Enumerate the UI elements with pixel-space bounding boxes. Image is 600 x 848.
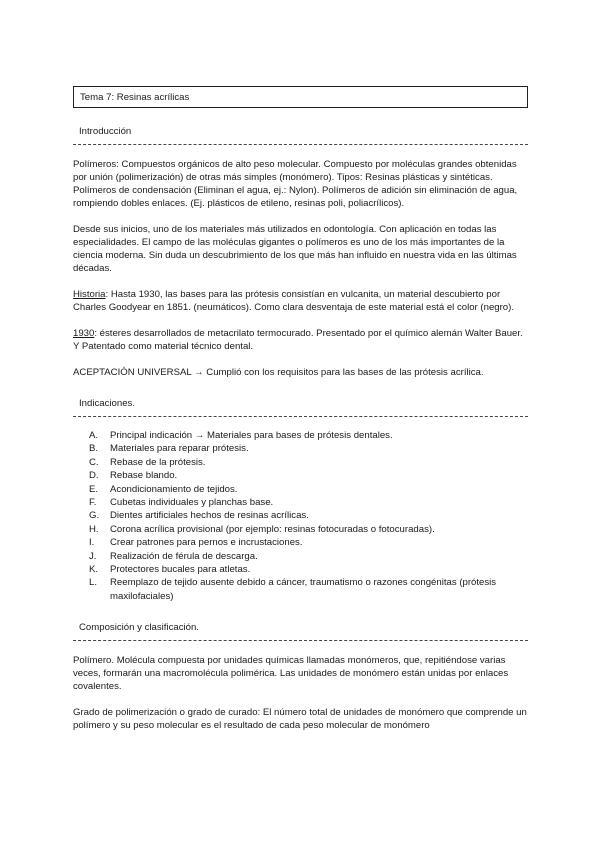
- list-item: K. Protectores bucales para atletas.: [89, 564, 251, 576]
- paragraph-1930: [73, 327, 528, 353]
- document-title: [73, 86, 528, 108]
- paragraph-grado: Grado de polimerización o grado de curado: El número total de unidades de monómero que comprende un polímero y su peso molecular es el resultado de cada peso molecular de monómero: [73, 707, 527, 732]
- list-item: A. Principal indicación → Materiales para bases de prótesis dentales.: [89, 430, 393, 441]
- section-heading-intro: [73, 125, 528, 145]
- section-heading-composition: [73, 621, 528, 641]
- title-text: Tema 7: Resinas acrílicas: [80, 91, 190, 103]
- heading-text: Indicaciones.: [79, 398, 135, 409]
- indications-list: [73, 429, 528, 603]
- list-item: L. Reemplazo de tejido ausente debido a cáncer, traumatismo o razones congénitas (prótesis maxilofaciales): [89, 577, 497, 602]
- paragraph-historia: [73, 288, 528, 314]
- list-item: G. Dientes artificiales hechos de resinas acrílicas.: [89, 510, 309, 522]
- historia-text: : Hasta 1930, las bases para las prótesis consistían en vulcanita, un material descubierto por Charles Goodyear en 1851. (neumáticos). Como clara desventaja de este material está el color (negro).: [73, 289, 515, 313]
- year-label: 1930: [73, 328, 95, 339]
- paragraph-aceptacion: ACEPTACIÓN UNIVERSAL → Cumplió con los requisitos para las bases de las prótesis acrílica.: [73, 367, 484, 378]
- list-item: I. Crear patrones para pernos e incrustaciones.: [89, 537, 303, 549]
- section-heading-indications: [73, 397, 528, 417]
- heading-text: Composición y clasificación.: [79, 622, 199, 634]
- paragraph-polimeros: Polímeros: Compuestos orgánicos de alto peso molecular. Compuesto por moléculas grandes obtenidas por unión (polimerización) de otras más simples (monómero). Tipos: Resinas plásticas y sintéticas. Polímeros de condensación (Eliminan el agua, ej.: Nylon). Polímeros de adición sin eliminación de agua, rompiendo dobles enlaces. (Ej. plásticos de etileno, resinas poli, poliacrílicos).: [73, 159, 518, 209]
- list-item: H. Corona acrílica provisional (por ejemplo: resinas fotocuradas o fotocuradas).: [89, 523, 435, 535]
- list-item: C. Rebase de la prótesis.: [89, 456, 206, 468]
- heading-text: Introducción: [79, 126, 132, 137]
- year-text: : ésteres desarrollados de metacrilato termocurado. Presentado por el químico alemán Walter Bauer. Y Patentado como material técnico dental.: [73, 328, 523, 352]
- paragraph-inicios: Desde sus inicios, uno de los materiales más utilizados en odontología. Con aplicación en todas las especialidades. El campo de las moléculas gigantes o polímeros es uno de los más importantes de la ciencia moderna. Sin duda un descubrimiento de los que más han influido en nuestra vida en las últimas décadas.: [73, 224, 517, 274]
- list-item: F. Cubetas individuales y planchas base.: [89, 497, 274, 509]
- list-item: E. Acondicionamiento de tejidos.: [89, 483, 238, 495]
- document-page: [73, 86, 528, 732]
- paragraph-polimero: Polímero. Molécula compuesta por unidades químicas llamadas monómeros, que, repitiéndose varias veces, formarán una macromolécula polimérica. Las unidades de monómero están unidas por enlaces covalentes.: [73, 655, 509, 693]
- historia-label: Historia: [73, 289, 106, 300]
- list-item: J. Realización de férula de descarga.: [89, 550, 258, 562]
- list-item: B. Materiales para reparar prótesis.: [89, 443, 249, 455]
- list-item: D. Rebase blando.: [89, 470, 178, 482]
